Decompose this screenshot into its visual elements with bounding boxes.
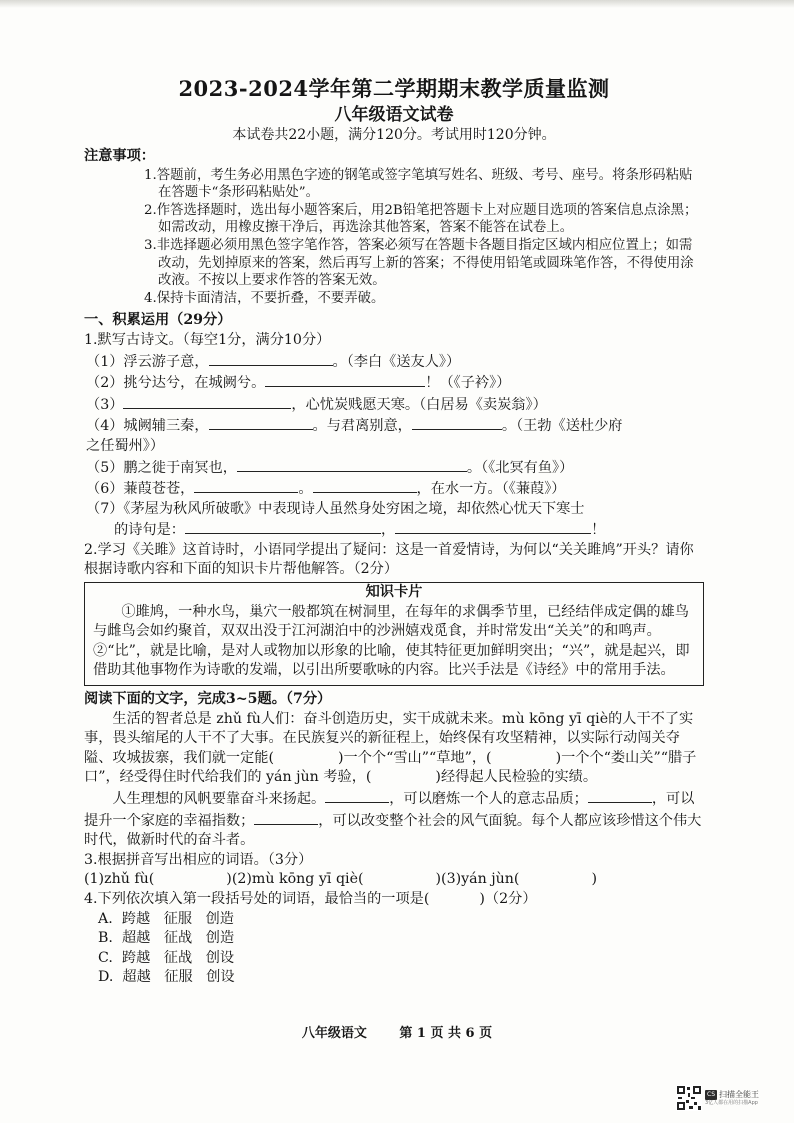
line-text: 。: [298, 481, 313, 498]
line-text: 。与君离别意，: [312, 418, 412, 435]
paragraph-text: ，可以改变整个社会的风气面貌。每个人都应该珍惜这个伟大时代，做新时代的奋斗者。: [84, 812, 702, 849]
scanner-tagline: 3亿人都在用的扫描App: [705, 1099, 758, 1106]
qr-code-icon: [676, 1085, 702, 1111]
question-1-line-7: （7）《茅屋为秋风所破歌》中表现诗人虽然身处穷困之境，却依然心忧天下寒士: [86, 500, 585, 517]
paragraph-text: )一个个“雪山”“草地”，(: [337, 749, 492, 766]
answer-blank[interactable]: [209, 351, 333, 366]
question-1-line-6: [84, 478, 704, 500]
option-a[interactable]: A. 跨越 征服 创造: [98, 910, 234, 927]
notes-heading: 注意事项：: [84, 148, 155, 164]
footer-subject: 八年级语文: [301, 1026, 367, 1041]
knowledge-card-title: 知识卡片: [365, 584, 423, 601]
exam-title: 2023-2024学年第二学期期末教学质量监测: [178, 76, 610, 101]
answer-blank[interactable]: [185, 519, 381, 534]
paragraph-text: ，可以磨炼一个人的意志品质；: [389, 791, 588, 807]
line-text: ！（《子衿》）: [425, 375, 511, 392]
line-text: 的诗句是：: [114, 522, 185, 539]
scan-edge-shadow: [0, 0, 794, 8]
answer-blank[interactable]: [254, 810, 318, 825]
answer-blank[interactable]: [194, 478, 298, 493]
question-4-stem: [84, 890, 704, 910]
pinyin-prompt: )(2)mù kōng yī qiè(: [226, 871, 364, 888]
paragraph-text: 人生理想的风帆要靠奋斗来扬起。: [112, 791, 326, 807]
pinyin-prompt: )(3)yán jùn(: [435, 871, 520, 888]
knowledge-card-body: ①雎鸠，一种水鸟，巢穴一般都筑在树洞里，在每年的求偶季节里，已经结伴成定偶的雄鸟与雌鸟会如约聚首，双双出没于江河湖泊中的沙洲嬉戏觅食，并时常发出“关关”的和鸣声。②“比”，就是比喻，是对人或物加以形象的比喻，使其特征更加鲜明突出；“兴”，就是起兴，即借助其他事物作为诗歌的发端，以引出所要歌咏的内容。比兴手法是《诗经》中的常用手法。: [93, 603, 690, 679]
paragraph-text: ，可以提升一个家庭的幸福指数；: [84, 791, 695, 829]
line-text: （4）城阙辅三秦，: [86, 418, 209, 435]
paragraph-text: )经得起人民检验的实绩。: [435, 769, 598, 786]
reading-paragraph-1: [84, 710, 704, 788]
exam-meta: 本试卷共22小题，满分120分。考试用时120分钟。: [232, 127, 556, 143]
knowledge-card: [84, 582, 704, 686]
option-b[interactable]: B. 超越 征战 创造: [98, 930, 235, 947]
answer-blank[interactable]: [265, 372, 425, 387]
option-d[interactable]: D. 超越 征服 创设: [98, 969, 235, 986]
question-text: 4.下列依次填入第一段括号处的词语，最恰当的一项是(: [84, 890, 430, 907]
page-footer: [0, 1022, 794, 1041]
answer-blank[interactable]: [395, 519, 591, 534]
note-item-4: 4.保持卡面清洁，不要折叠，不要弄破。: [144, 290, 385, 306]
scanner-brand-name: 扫描全能王: [719, 1089, 759, 1099]
footer-page-number: 第 1 页 共 6 页: [399, 1026, 493, 1041]
line-text: ！: [591, 522, 606, 539]
pinyin-prompt: (1)zhǔ fù(: [84, 871, 155, 888]
question-1-line-4: [84, 415, 704, 437]
note-item-2: 2.作答选择题时，选出每小题答案后，用2B铅笔把答题卡上对应题目选项的答案信息点涂黑；如需改动，用橡皮擦干净后，再选涂其他答案，答案不能答在试卷上。: [144, 202, 698, 236]
scanner-brand-box: [705, 1090, 759, 1107]
cs-logo-icon: CS: [707, 1090, 715, 1098]
scanner-watermark: [676, 1084, 786, 1112]
line-text: （6）蒹葭苍苍，: [86, 481, 195, 498]
question-1-line-2: [84, 372, 704, 394]
section-heading-1: 一、积累运用（29分）: [84, 312, 232, 329]
answer-blank[interactable]: [209, 415, 313, 430]
line-text: ，在水一方。（《蒹葭》）: [416, 481, 566, 498]
line-text: （2）挑兮达兮，在城阙兮。: [86, 375, 266, 392]
reading-heading: 阅读下面的文字，完成3~5题。（7分）: [84, 691, 332, 708]
question-1-line-4-cont: 之任蜀州》）: [86, 437, 165, 454]
line-text: 。（王勃《送杜少府: [501, 418, 623, 435]
exam-content: [84, 76, 704, 988]
question-1-line-3: [84, 394, 704, 416]
line-text: ，心忧炭贱愿天寒。（白居易《卖炭翁》）: [291, 396, 547, 413]
question-3-stem: 3.根据拼音写出相应的词语。（3分）: [84, 851, 313, 868]
scanner-brand: [705, 1090, 759, 1100]
question-text: )（2分）: [479, 890, 537, 907]
answer-blank[interactable]: [588, 788, 652, 803]
note-item-1: 1.答题前，考生务必用黑色字迹的钢笔或签字笔填写姓名、班级、考号、座号。将条形码粘贴在答题卡“条形码粘贴处”。: [144, 167, 693, 201]
note-item-3: 3.非选择题必须用黑色签字笔作答，答案必须写在答题卡各题目指定区域内相应位置上；如需改动，先划掉原来的答案，然后再写上新的答案；不得使用铅笔或圆珠笔作答，不得使用涂改液。不按以上要求作答的答案无效。: [144, 237, 694, 289]
line-text: （3）: [86, 396, 124, 413]
answer-blank[interactable]: [237, 457, 467, 472]
line-text: 。（李白《送友人》）: [332, 353, 461, 370]
line-text: ，: [380, 522, 396, 539]
question-1-stem: 1.默写古诗文。（每空1分，满分10分）: [84, 331, 331, 348]
question-3-answers: [84, 870, 704, 890]
line-text: （1）浮云游子意，: [86, 353, 209, 370]
answer-blank[interactable]: [412, 415, 502, 430]
paragraph-text: 生活的智者总是 zhǔ fù人们：奋斗创造历史，实干成就未来。mù kōng yī qiè的人干不了实事，畏头缩尾的人干不了大事。在民族复兴的新征程上，始终保有攻坚精神，以实际行动闯关夺隘、攻城拔寨，我们就一定能(: [84, 710, 694, 766]
paragraph-text: )一个个“娄山关”“腊子口”，经受得住时代给我们的 yán jùn 考验，(: [84, 749, 697, 786]
question-1-line-7-cont: [84, 519, 704, 541]
line-text: （5）鹏之徙于南冥也，: [86, 459, 237, 476]
answer-blank[interactable]: [123, 394, 291, 409]
pinyin-prompt: ): [591, 871, 598, 888]
question-2-stem: 2.学习《关雎》这首诗时，小语同学提出了疑问：这是一首爱情诗，为何以“关关雎鸠”开头？请你根据诗歌内容和下面的知识卡片帮他解答。（2分）: [84, 541, 694, 578]
option-c[interactable]: C. 跨越 征战 创设: [98, 949, 235, 966]
answer-blank[interactable]: [313, 478, 417, 493]
line-text: 。（《北冥有鱼》）: [466, 459, 574, 476]
question-1-line-1: [84, 351, 704, 373]
answer-blank[interactable]: [325, 788, 389, 803]
reading-paragraph-2: [84, 788, 704, 851]
question-1-line-5: [84, 457, 704, 479]
exam-subtitle: 八年级语文试卷: [334, 105, 454, 125]
